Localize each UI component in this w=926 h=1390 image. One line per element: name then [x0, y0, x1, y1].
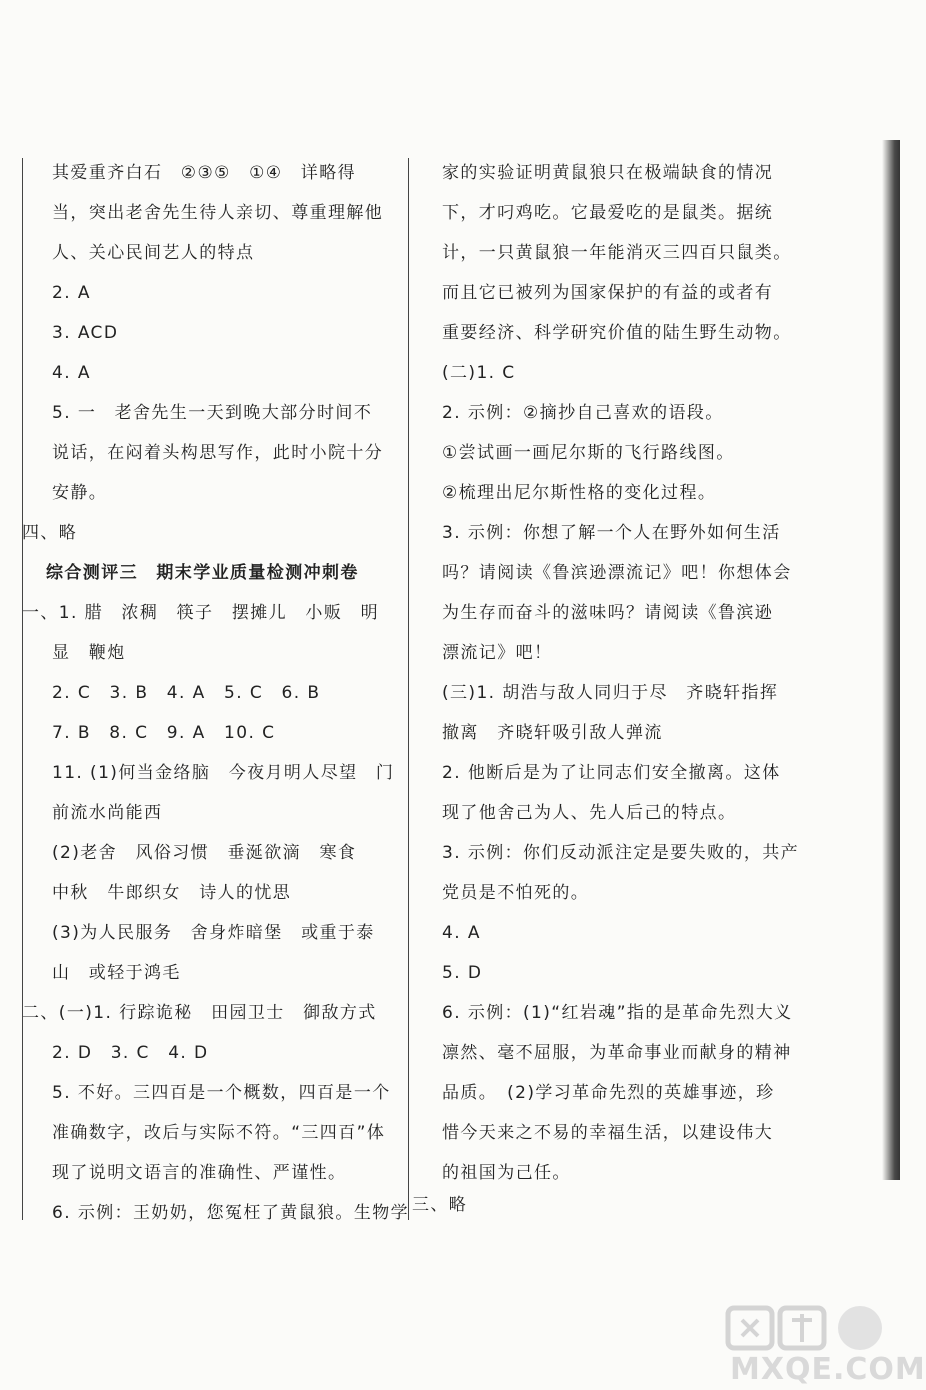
- text-line: 惜今天来之不易的幸福生活，以建设伟大: [442, 1123, 774, 1143]
- watermark-text: MXQE.COM: [730, 1352, 926, 1387]
- text-line: 重要经济、科学研究价值的陆生野生动物。: [442, 323, 792, 343]
- text-line: 计，一只黄鼠狼一年能消灭三四百只鼠类。: [442, 243, 792, 263]
- text-line: 而且它已被列为国家保护的有益的或者有: [442, 283, 774, 303]
- text-line: 中秋 牛郎织女 诗人的忧思: [52, 883, 292, 903]
- text-line: 4. A: [442, 923, 481, 943]
- text-line: (二)1. C: [442, 363, 516, 383]
- section-heading: 四、略: [22, 523, 78, 543]
- text-line: 品质。 (2)学习革命先烈的英雄事迹，珍: [442, 1083, 775, 1103]
- text-line: 说话，在闷着头构思写作，此时小院十分: [52, 443, 384, 463]
- text-line: 一、1. 腊 浓稠 筷子 摆摊儿 小贩 明: [22, 603, 380, 623]
- text-line: 2. 示例：②摘抄自己喜欢的语段。: [442, 403, 724, 423]
- text-line: 漂流记》吧！: [442, 643, 553, 663]
- text-line: 5. 不好。三四百是一个概数，四百是一个: [52, 1083, 391, 1103]
- text-line: (三)1. 胡浩与敌人同归于尽 齐晓轩指挥: [442, 683, 779, 703]
- text-line: 2. A: [52, 283, 91, 303]
- column-divider-line: [408, 158, 409, 1220]
- text-line: 前流水尚能西: [52, 803, 163, 823]
- page-edge-shadow: [882, 140, 900, 1180]
- text-line: 2. C 3. B 4. A 5. C 6. B: [52, 683, 321, 703]
- text-line: 二、(一)1. 行踪诡秘 田园卫士 御敌方式: [22, 1003, 377, 1023]
- text-line: 3. 示例：你们反动派注定是要失败的，共产: [442, 843, 800, 863]
- text-line: 7. B 8. C 9. A 10. C: [52, 723, 276, 743]
- left-margin-line: [22, 158, 23, 1220]
- text-line: 凛然、毫不屈服，为革命事业而献身的精神: [442, 1043, 792, 1063]
- text-line: 6. 示例：王奶奶，您冤枉了黄鼠狼。生物学: [52, 1203, 410, 1223]
- text-line: 5. D: [442, 963, 483, 983]
- text-line: 撤离 齐晓轩吸引敌人弹流: [442, 723, 663, 743]
- text-line: 现了说明文语言的准确性、严谨性。: [52, 1163, 347, 1183]
- text-line: 其爱重齐白石 ②③⑤ ①④ 详略得: [52, 163, 357, 183]
- text-line: 3. ACD: [52, 323, 119, 343]
- text-line: 下，才叼鸡吃。它最爱吃的是鼠类。据统: [442, 203, 774, 223]
- text-line: 4. A: [52, 363, 91, 383]
- text-line: 为生存而奋斗的滋味吗？请阅读《鲁滨逊: [442, 603, 774, 623]
- text-line: 3. 示例：你想了解一个人在野外如何生活: [442, 523, 781, 543]
- text-line: (2)老舍 风俗习惯 垂涎欲滴 寒食: [52, 843, 357, 863]
- text-line: 山 或轻于鸿毛: [52, 963, 181, 983]
- text-line: 6. 示例：(1)“红岩魂”指的是革命先烈大义: [442, 1003, 793, 1023]
- text-line: 人、关心民间艺人的特点: [52, 243, 255, 263]
- text-line: 2. 他断后是为了让同志们安全撤离。这体: [442, 763, 781, 783]
- text-line: 现了他舍己为人、先人后己的特点。: [442, 803, 737, 823]
- text-line: 2. D 3. C 4. D: [52, 1043, 209, 1063]
- text-line: 安静。: [52, 483, 108, 503]
- text-line: 吗？请阅读《鲁滨逊漂流记》吧！你想体会: [442, 563, 792, 583]
- text-line: 家的实验证明黄鼠狼只在极端缺食的情况: [442, 163, 774, 183]
- text-line: ①尝试画一画尼尔斯的飞行路线图。: [442, 443, 735, 463]
- text-line: 显 鞭炮: [52, 643, 126, 663]
- text-line: 的祖国为己任。: [442, 1163, 571, 1183]
- text-line: 党员是不怕死的。: [442, 883, 590, 903]
- section-heading: 三、略: [412, 1195, 468, 1215]
- text-line: ②梳理出尼尔斯性格的变化过程。: [442, 483, 717, 503]
- text-line: 5. 一 老舍先生一天到晚大部分时间不: [52, 403, 373, 423]
- text-line: 准确数字，改后与实际不符。“三四百”体: [52, 1123, 386, 1143]
- test-title: 综合测评三 期末学业质量检测冲刺卷: [46, 563, 359, 583]
- text-line: (3)为人民服务 舍身炸暗堡 或重于泰: [52, 923, 375, 943]
- text-line: 当，突出老舍先生待人亲切、尊重理解他: [52, 203, 384, 223]
- text-line: 11. (1)何当金络脑 今夜月明人尽望 门: [52, 763, 395, 783]
